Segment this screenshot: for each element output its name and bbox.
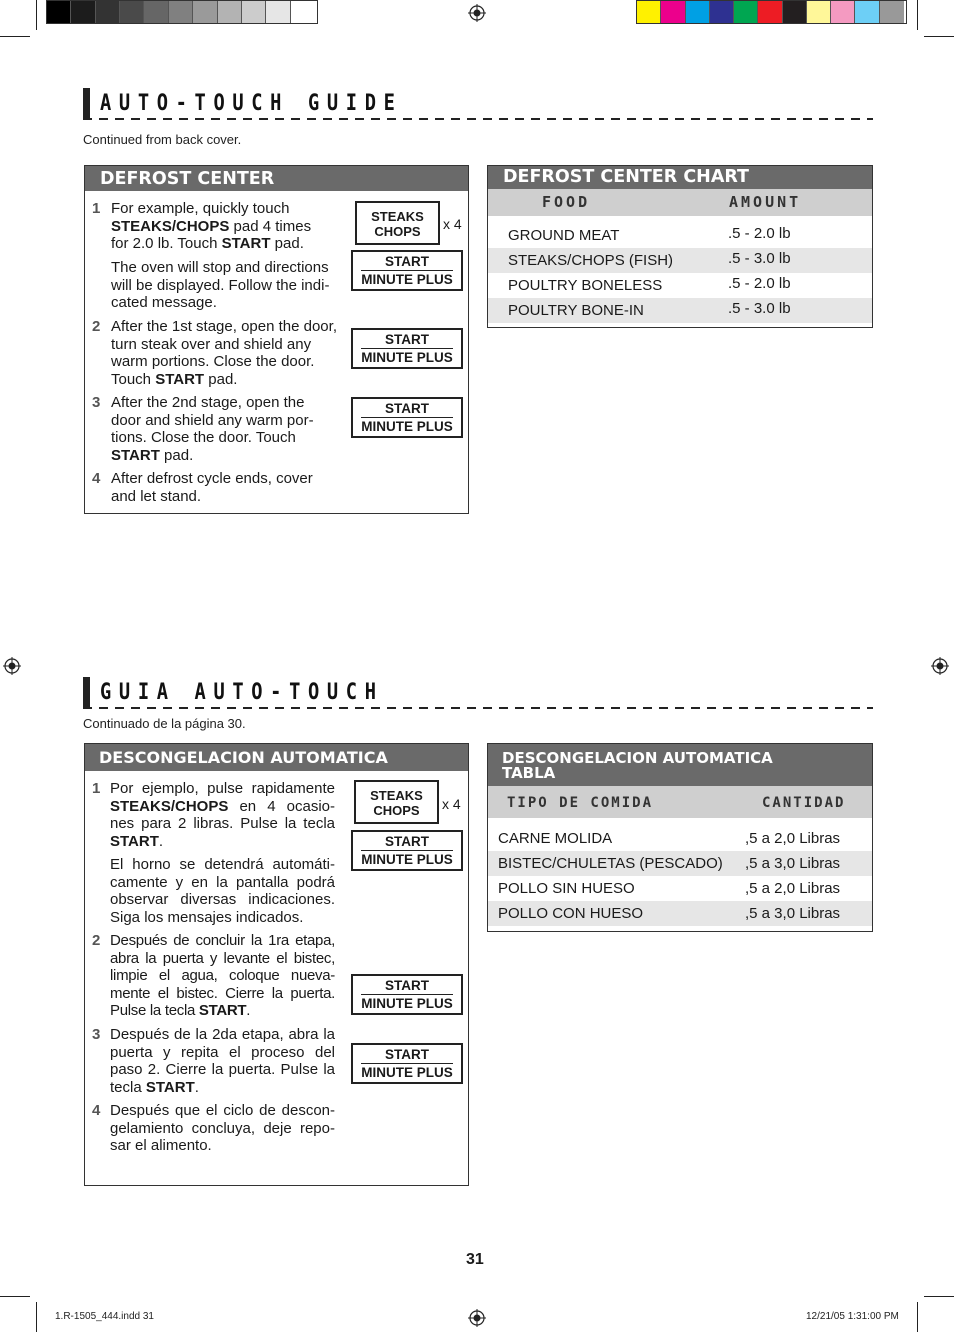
food-cell: GROUND MEAT [508,227,620,244]
chart-header-label: DESCONGELACION AUTOMATICA [502,749,773,767]
food-cell: POLLO CON HUESO [498,905,644,922]
amount-cell: ,5 a 3,0 Libras [745,855,841,872]
step-number: 3 [92,394,101,411]
crop-mark [917,0,918,30]
title-bar [83,677,90,707]
chart-row [488,901,872,926]
panel-header [85,744,468,771]
step-4-text: Después que el ciclo de descon- gelamiento concluya, deje repo- sar el alimento. [110,1102,335,1154]
text-run: START [198,1002,247,1019]
text-run: . [246,1002,251,1019]
step-4-text: After defrost cycle ends, cover and let stand. [111,470,313,505]
step-2-text [111,318,351,388]
start-minute-plus-key[interactable] [351,250,463,291]
crop-mark [36,1302,37,1332]
defrost-center-chart [487,165,873,328]
color-swatch [831,1,855,23]
amount-cell: .5 - 2.0 lb [728,275,791,292]
food-cell: STEAKS/CHOPS (FISH) [508,252,674,269]
descongelacion-panel [84,743,469,1186]
registration-target-icon [931,657,949,675]
step-number: 2 [92,932,101,949]
color-swatch [242,1,266,23]
chart-row [488,298,872,323]
page-number: 31 [466,1251,484,1268]
food-cell: POULTRY BONELESS [508,277,663,294]
color-swatch [96,1,120,23]
color-swatch [661,1,685,23]
section-title-english [83,84,456,118]
key-label: STEAKS [370,788,423,803]
page-title: AUTO-TOUCH GUIDE [100,91,403,116]
start-minute-plus-key[interactable] [351,830,463,871]
text-run: STEAKS/CHOPS [110,797,229,815]
color-swatch [686,1,710,23]
dashed-rule [83,707,873,709]
text-run: START [145,1078,195,1096]
panel-header-label: DESCONGELACION AUTOMATICA [99,748,388,767]
color-bar [636,0,907,24]
chart-row [488,876,872,901]
key-label: CHOPS [373,803,420,818]
color-swatch [291,1,315,23]
color-swatch [266,1,290,23]
color-swatch [120,1,144,23]
key-label: CHOPS [374,224,421,239]
chart-row [488,223,872,248]
color-swatch [855,1,879,23]
step-3-text [111,394,329,464]
color-swatch [193,1,217,23]
crop-mark [0,1296,30,1297]
text-run: pad. [204,370,238,388]
chart-row [488,851,872,876]
text-run: START [155,370,205,388]
chart-header-label: TABLA [502,764,556,782]
registration-target-icon [468,1309,486,1327]
page-title: GUIA AUTO-TOUCH [100,680,384,705]
text-run: STEAKS/CHOPS [111,217,230,235]
defrost-center-panel [84,165,469,514]
continued-note: Continued from back cover. [83,132,242,147]
minute-plus-label: MINUTE PLUS [361,419,453,434]
minute-plus-label: MINUTE PLUS [361,1065,453,1080]
text-run: For example, quickly touch [111,200,290,217]
start-label: START [361,978,453,995]
chart-column-header [488,786,872,818]
start-minute-plus-key[interactable] [351,328,463,369]
start-minute-plus-key[interactable] [351,397,463,438]
step-1-note: El horno se detendrá automáti- camente y en la pantalla podrá observar diversas indicaciones. Siga los mensajes indicados. [110,856,335,926]
step-1-note: The oven will stop and directions will be displayed. Follow the indi- cated message. [111,259,330,311]
text-run: pad. [159,446,194,464]
column-food: FOOD [542,193,591,211]
color-swatch [47,1,71,23]
food-cell: BISTEC/CHULETAS (PESCADO) [498,855,723,872]
amount-cell: .5 - 3.0 lb [728,300,791,317]
color-swatch [637,1,661,23]
food-cell: POULTRY BONE-IN [508,302,644,319]
text-run: After the 2nd stage, open the door and shield any warm por- tions. Close the door. Touch [111,394,314,446]
start-label: START [361,401,453,418]
steaks-chops-key[interactable] [355,201,440,245]
minute-plus-label: MINUTE PLUS [361,350,453,365]
footer-filename: 1.R-1505_444.indd 31 [55,1311,154,1322]
crop-mark [924,1296,954,1297]
steaks-chops-key[interactable] [354,780,439,824]
text-run: Después de concluir la 1ra etapa, abra la puerta y levante el bistec, limpie el agua, coloque nueva- mente el bistec. Cierre la puerta. Pulse la tecla [110,932,335,1019]
section-title-spanish [83,673,434,707]
footer-timestamp: 12/21/05 1:31:00 PM [806,1311,899,1322]
crop-mark [924,36,954,37]
chart-row [488,826,872,851]
text-run: . [158,832,164,850]
column-food: TIPO DE COMIDA [507,795,654,811]
amount-cell: ,5 a 2,0 Libras [745,830,841,847]
times-count: x 4 [442,796,461,812]
step-number: 4 [92,1102,101,1119]
step-number: 4 [92,470,101,487]
crop-mark [0,36,30,37]
text-run: Después de la 2da etapa, abra la puerta y repita el proceso del paso 2. Cierre la puerta. Pulse la tecla [110,1026,335,1096]
grayscale-bar [46,0,318,24]
color-swatch [710,1,734,23]
step-number: 2 [92,318,101,335]
minute-plus-label: MINUTE PLUS [361,996,453,1011]
minute-plus-label: MINUTE PLUS [361,272,453,287]
step-number: 1 [92,200,101,217]
amount-cell: ,5 a 3,0 Libras [745,905,841,922]
chart-column-header [488,189,872,216]
panel-header [85,166,468,191]
step-number: 3 [92,1026,101,1043]
amount-cell: .5 - 2.0 lb [728,225,791,242]
color-swatch [169,1,193,23]
text-run: Por ejemplo, pulse rapidamente [110,780,335,797]
crop-mark [36,0,37,30]
start-label: START [361,332,453,349]
text-run: for 2.0 lb. Touch [111,235,222,252]
start-minute-plus-key[interactable] [351,974,463,1015]
text-run: After the 1st stage, open the door, turn steak over and shield any warm portions. Close the door. Touch [111,318,337,388]
start-label: START [361,834,453,851]
start-label: START [361,1047,453,1064]
start-label: START [361,254,453,271]
food-cell: CARNE MOLIDA [498,830,613,847]
color-swatch [758,1,782,23]
key-label: STEAKS [371,209,424,224]
panel-header-label: DEFROST CENTER [100,169,275,189]
amount-cell: .5 - 3.0 lb [728,250,791,267]
descongelacion-tabla [487,743,873,932]
color-swatch [807,1,831,23]
text-run: pad. [270,235,304,252]
color-swatch [144,1,168,23]
continued-note: Continuado de la página 30. [83,716,246,731]
color-swatch [734,1,758,23]
step-3-text [110,1026,335,1096]
step-1-text [110,780,335,850]
color-swatch [783,1,807,23]
food-cell: POLLO SIN HUESO [498,880,635,897]
color-swatch [218,1,242,23]
chart-row [488,248,872,273]
amount-cell: ,5 a 2,0 Libras [745,880,841,897]
text-run: START [110,832,159,850]
registration-target-icon [3,657,21,675]
minute-plus-label: MINUTE PLUS [361,852,453,867]
chart-header-label: DEFROST CENTER CHART [503,167,749,187]
title-bar [83,88,90,118]
text-run: START [221,235,271,252]
step-2-text [110,932,335,1020]
chart-row [488,273,872,298]
text-run: . [194,1078,199,1096]
times-count: x 4 [443,216,462,232]
start-minute-plus-key[interactable] [351,1043,463,1084]
text-run: en 4 ocasio- nes para 2 libras. Pulse la tecla [110,797,335,832]
color-swatch [880,1,904,23]
crop-mark [917,1302,918,1332]
chart-header [488,744,872,786]
column-amount: CANTIDAD [762,795,846,811]
text-run: pad 4 times [229,217,312,235]
chart-header [488,166,872,189]
step-number: 1 [92,780,101,797]
color-swatch [71,1,95,23]
dashed-rule [83,118,873,120]
step-1-text [111,200,351,253]
text-run: START [111,446,160,464]
column-amount: AMOUNT [729,193,802,211]
registration-target-icon [468,4,486,22]
